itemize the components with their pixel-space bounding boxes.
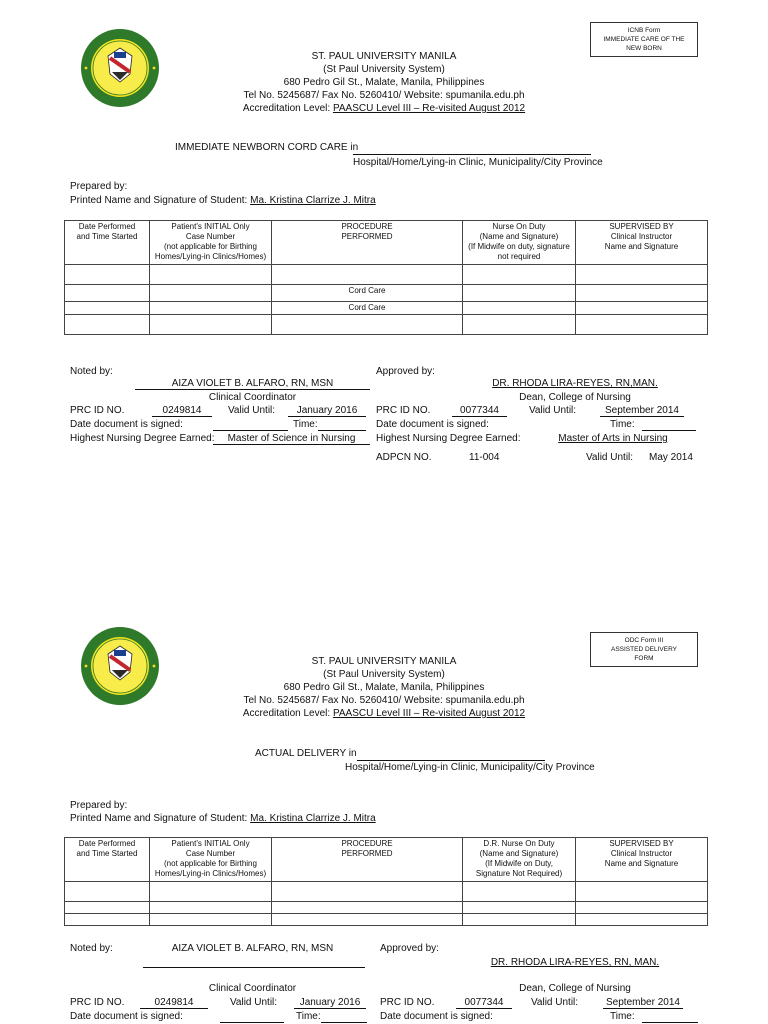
university-system: (St Paul University System) (323, 669, 445, 680)
student-line (70, 813, 376, 824)
table-row (65, 285, 708, 302)
noted-date-label: Date document is signed: (70, 419, 183, 430)
table-cell[interactable] (463, 302, 576, 315)
table-cell[interactable] (272, 914, 463, 926)
approved-by-label: Approved by: (380, 943, 439, 954)
form-title-line: NEW BORN (626, 45, 662, 52)
table-cell[interactable] (576, 902, 708, 914)
university-contact: Tel No. 5245687/ Fax No. 5260410/ Website: spumanila.edu.ph (243, 695, 525, 706)
noted-by-position: Clinical Coordinator (208, 983, 297, 994)
table-cell[interactable] (150, 302, 272, 315)
table-row (65, 882, 708, 902)
form-code-box (590, 632, 698, 667)
table-header-row (65, 838, 708, 882)
accreditation-label: Accreditation Level: (242, 103, 333, 114)
table-header-row (65, 221, 708, 265)
accreditation-value: PAASCU Level III – Re-visited August 2012 (332, 708, 526, 719)
table-cell[interactable] (463, 902, 576, 914)
header-patient (150, 221, 272, 265)
adpcn-label: ADPCN NO. (376, 452, 432, 463)
table-cell[interactable] (65, 285, 150, 302)
noted-valid-value: January 2016 (294, 997, 366, 1009)
header-date (65, 221, 150, 265)
table-cell[interactable] (463, 265, 576, 285)
noted-time-label: Time: (296, 1011, 321, 1022)
header-text: PROCEDURE PERFORMED (341, 222, 393, 241)
table-cell[interactable] (272, 315, 463, 335)
noted-by-name: AIZA VIOLET B. ALFARO, RN, MSN (135, 378, 370, 390)
header-procedure (272, 221, 463, 265)
noted-prc-label: PRC ID NO. (70, 405, 125, 416)
student-name: Ma. Kristina Clarrize J. Mitra (250, 195, 376, 206)
approved-date-label: Date document is signed: (376, 419, 489, 430)
table-row (65, 265, 708, 285)
table-cell[interactable] (463, 882, 576, 902)
table-cell[interactable] (65, 302, 150, 315)
accreditation-label: Accreditation Level: (242, 708, 333, 719)
noted-by-position: Clinical Coordinator (208, 392, 297, 403)
approved-by-name: DR. RHODA LIRA-REYES, RN,MAN. (492, 378, 658, 389)
approved-prc-label: PRC ID NO. (380, 997, 435, 1008)
header-text: SUPERVISED BY Clinical Instructor Name and Signature (604, 839, 679, 868)
university-address: 680 Pedro Gil St., Malate, Manila, Philippines (283, 682, 485, 693)
noted-date-label: Date document is signed: (70, 1011, 183, 1022)
header-text: Nurse On Duty (Name and Signature) (If Midwife on duty, signature not required (468, 222, 570, 261)
table-cell[interactable] (150, 902, 272, 914)
table-cell[interactable] (463, 315, 576, 335)
noted-by-label: Noted by: (70, 943, 113, 954)
table-cell[interactable] (272, 265, 463, 285)
table-cell[interactable]: Cord Care (272, 302, 463, 315)
noted-time-line[interactable] (318, 419, 366, 431)
procedure-table (64, 837, 708, 926)
form-title-line: FORM (634, 655, 654, 662)
header-procedure (272, 838, 463, 882)
table-cell[interactable] (576, 882, 708, 902)
approved-prc-label: PRC ID NO. (376, 405, 431, 416)
approved-time-line[interactable] (642, 1011, 698, 1023)
header-supervisor (576, 221, 708, 265)
noted-degree-value: Master of Science in Nursing (213, 433, 370, 445)
noted-time-line[interactable] (321, 1011, 367, 1023)
university-contact: Tel No. 5245687/ Fax No. 5260410/ Website: spumanila.edu.ph (243, 90, 525, 101)
header-text: Patient's INITIAL Only Case Number (not applicable for Birthing Homes/Lying-in Clinics/Homes) (154, 222, 267, 261)
table-cell[interactable]: Cord Care (272, 285, 463, 302)
header-date (65, 838, 150, 882)
approved-degree-label: Highest Nursing Degree Earned: (376, 433, 521, 444)
approved-date-label: Date document is signed: (380, 1011, 493, 1022)
approved-prc-value: 0077344 (456, 997, 512, 1009)
table-cell[interactable] (576, 285, 708, 302)
noted-valid-label: Valid Until: (228, 405, 276, 416)
noted-prc-label: PRC ID NO. (70, 997, 125, 1008)
form-code: ODC Form III (624, 637, 664, 644)
adpcn-value: 11-004 (469, 452, 500, 463)
letterhead (184, 655, 584, 720)
noted-valid-value: January 2016 (288, 405, 366, 417)
noted-time-label: Time: (293, 419, 318, 430)
approved-by-label: Approved by: (376, 366, 435, 377)
university-address: 680 Pedro Gil St., Malate, Manila, Philippines (283, 77, 485, 88)
table-cell[interactable] (576, 315, 708, 335)
noted-by-name: AIZA VIOLET B. ALFARO, RN, MSN (171, 943, 334, 954)
approved-by-position: Dean, College of Nursing (519, 392, 631, 403)
noted-signature-line[interactable] (143, 955, 365, 968)
approved-valid-value: September 2014 (603, 997, 683, 1009)
subject-label: IMMEDIATE NEWBORN CORD CARE in (175, 142, 359, 153)
form-title-line: IMMEDIATE CARE OF THE (603, 36, 685, 43)
table-cell[interactable] (150, 285, 272, 302)
approved-by-name: DR. RHODA LIRA-REYES, RN, MAN. (490, 957, 660, 968)
letterhead (184, 50, 584, 115)
procedure-table (64, 220, 708, 335)
table-cell[interactable] (463, 285, 576, 302)
table-cell[interactable] (65, 315, 150, 335)
table-cell[interactable] (150, 882, 272, 902)
approved-time-label: Time: (610, 1011, 635, 1022)
table-cell[interactable] (576, 302, 708, 315)
approved-degree-value: Master of Arts in Nursing (558, 433, 668, 444)
form-code-box (590, 22, 698, 57)
table-row (65, 902, 708, 914)
subject-label: ACTUAL DELIVERY in (255, 748, 357, 759)
adpcn-valid-value: May 2014 (649, 452, 693, 463)
subject-line[interactable] (357, 748, 545, 761)
adpcn-valid-label: Valid Until: (586, 452, 634, 463)
accreditation (184, 707, 584, 720)
student-name: Ma. Kristina Clarrize J. Mitra (250, 813, 376, 824)
table-cell[interactable] (150, 914, 272, 926)
accreditation-value: PAASCU Level III – Re-visited August 2012 (332, 103, 526, 114)
prepared-by-label: Prepared by: (70, 181, 128, 192)
form-title-line: ASSISTED DELIVERY (611, 646, 677, 653)
accreditation (184, 102, 584, 115)
form-code: ICNB Form (627, 27, 661, 34)
table-cell[interactable] (576, 265, 708, 285)
university-name: ST. PAUL UNIVERSITY MANILA (311, 656, 457, 667)
subject-line[interactable] (353, 142, 591, 155)
header-text: PROCEDURE PERFORMED (341, 839, 393, 858)
subject-caption: Hospital/Home/Lying-in Clinic, Municipality/City Province (345, 762, 595, 773)
university-system: (St Paul University System) (323, 64, 445, 75)
approved-prc-value: 0077344 (452, 405, 507, 417)
student-line (70, 195, 376, 206)
noted-valid-label: Valid Until: (230, 997, 278, 1008)
noted-by-label: Noted by: (70, 366, 113, 377)
prepared-by-label: Prepared by: (70, 800, 128, 811)
header-text: Date Performed and Time Started (76, 222, 138, 241)
table-cell[interactable] (65, 882, 150, 902)
subject-caption: Hospital/Home/Lying-in Clinic, Municipality/City Province (353, 157, 603, 168)
university-name: ST. PAUL UNIVERSITY MANILA (311, 51, 457, 62)
student-label: Printed Name and Signature of Student: (70, 195, 251, 206)
noted-date-line[interactable] (213, 419, 288, 431)
table-cell[interactable] (272, 882, 463, 902)
table-cell[interactable] (150, 265, 272, 285)
table-cell[interactable] (65, 914, 150, 926)
university-seal-logo (80, 626, 160, 706)
university-seal-logo (80, 28, 160, 108)
header-patient (150, 838, 272, 882)
approved-time-label: Time: (610, 419, 635, 430)
approved-time-line[interactable] (642, 419, 696, 431)
student-label: Printed Name and Signature of Student: (70, 813, 251, 824)
header-nurse (463, 838, 576, 882)
table-cell[interactable] (150, 315, 272, 335)
noted-degree-label: Highest Nursing Degree Earned: (70, 433, 215, 444)
table-cell[interactable] (463, 914, 576, 926)
noted-prc-value: 0249814 (152, 405, 212, 417)
approved-valid-label: Valid Until: (529, 405, 577, 416)
header-nurse (463, 221, 576, 265)
header-text: Date Performed and Time Started (76, 839, 138, 858)
header-supervisor (576, 838, 708, 882)
table-cell[interactable] (272, 902, 463, 914)
noted-prc-value: 0249814 (140, 997, 208, 1009)
table-cell[interactable] (576, 914, 708, 926)
approved-valid-label: Valid Until: (531, 997, 579, 1008)
header-text: SUPERVISED BY Clinical Instructor Name and Signature (604, 222, 679, 251)
table-row (65, 914, 708, 926)
approved-by-position: Dean, College of Nursing (519, 983, 631, 994)
header-text: Patient's INITIAL Only Case Number (not applicable for Birthing Homes/Lying-in Clinics/Homes) (154, 839, 267, 878)
table-cell[interactable] (65, 902, 150, 914)
table-cell[interactable] (65, 265, 150, 285)
header-text: D.R. Nurse On Duty (Name and Signature) (If Midwife on Duty, Signature Not Required) (475, 839, 563, 878)
table-row (65, 302, 708, 315)
approved-valid-value: September 2014 (600, 405, 684, 417)
noted-date-line[interactable] (220, 1011, 284, 1023)
table-row (65, 315, 708, 335)
